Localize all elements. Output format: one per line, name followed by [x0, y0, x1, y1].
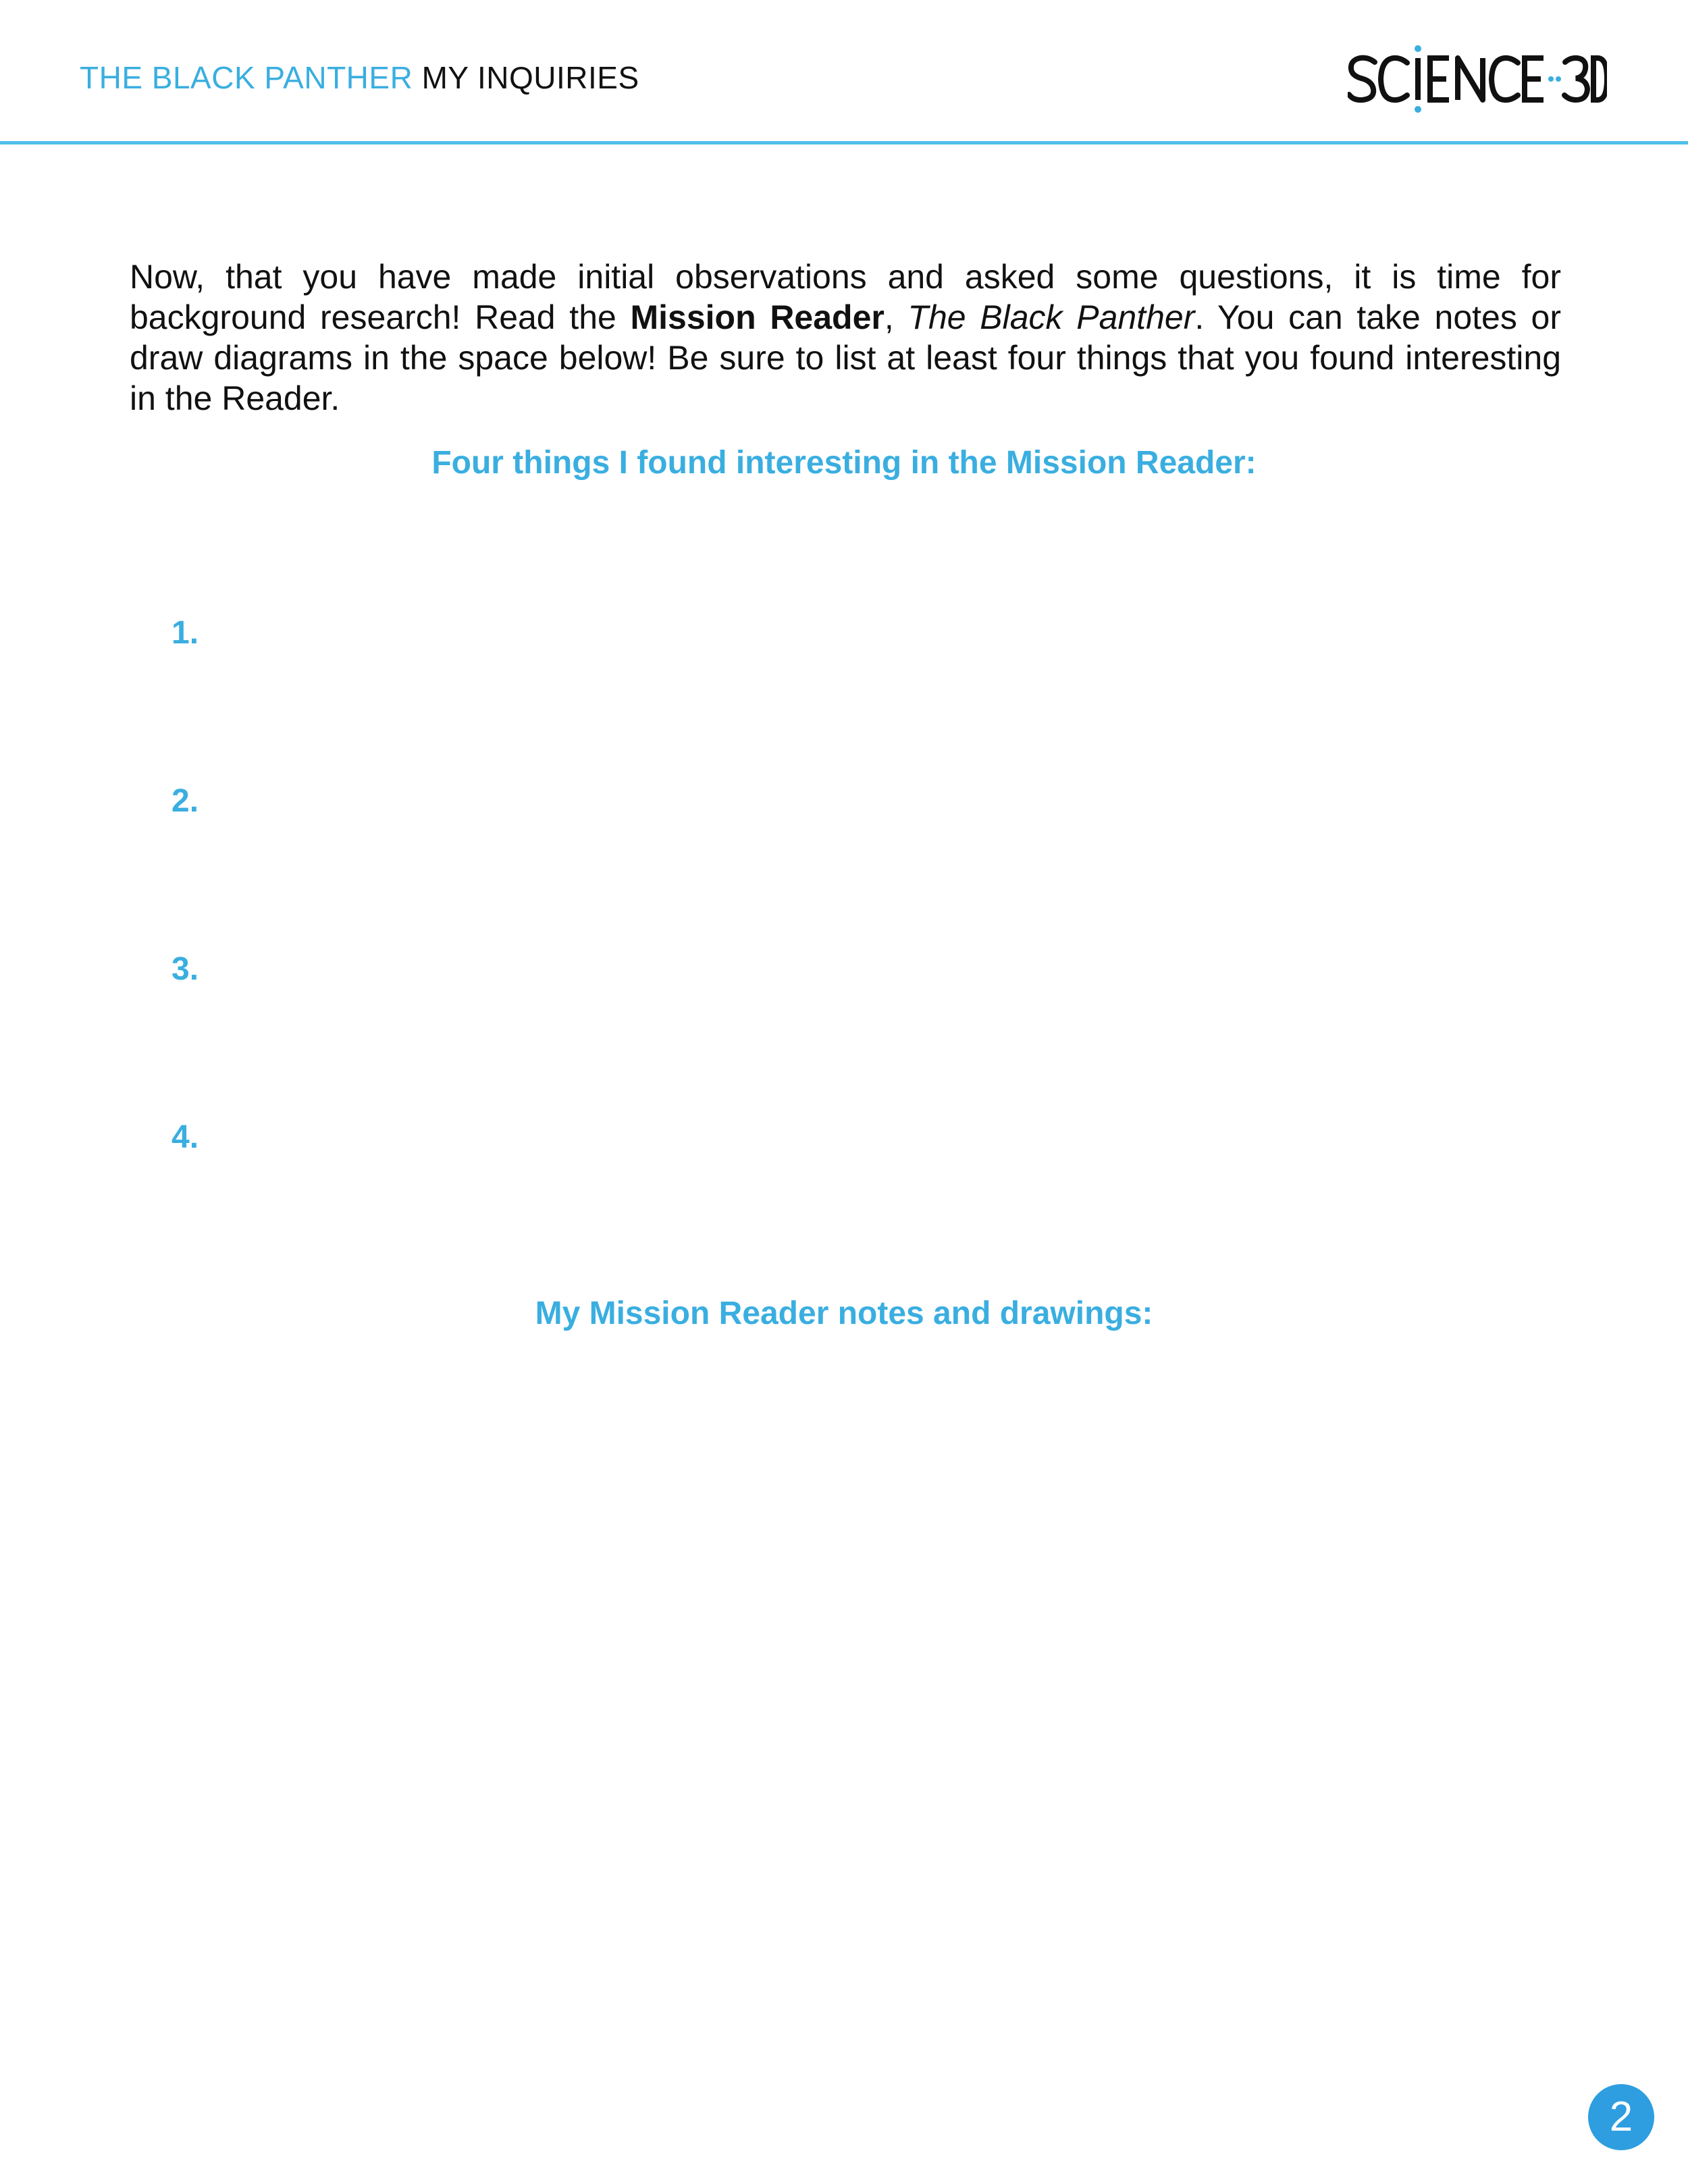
- list-number-2: 2.: [172, 783, 199, 819]
- intro-text-1: Now, that you have made initial observations and asked some questions, it is time for background research! Read the: [130, 258, 1561, 336]
- intro-text-3: . You can take notes or draw diagrams in the space below! Be sure to list at least four things that you found interesting in the Reader.: [130, 298, 1562, 417]
- page-number-badge: 2: [1588, 2084, 1654, 2150]
- header-title: [80, 59, 639, 96]
- science3d-logo: [1348, 42, 1607, 116]
- intro-paragraph: [130, 257, 1561, 419]
- list-number-1: 1.: [172, 615, 199, 651]
- list-number-3: 3.: [172, 951, 199, 987]
- header-title-accent: THE BLACK PANTHER: [80, 60, 413, 95]
- intro-text-2: ,: [884, 298, 908, 336]
- intro-italic-title: The Black Panther: [907, 298, 1195, 336]
- section-heading-notes-drawings: My Mission Reader notes and drawings:: [535, 1296, 1153, 1331]
- page-header: [0, 0, 1688, 143]
- list-number-4: 4.: [172, 1119, 199, 1155]
- section-heading-four-things: Four things I found interesting in the Mission Reader:: [431, 445, 1257, 481]
- header-title-dark: MY INQUIRIES: [421, 60, 639, 95]
- header-divider: [0, 141, 1688, 144]
- intro-bold-mission-reader: Mission Reader: [630, 298, 885, 336]
